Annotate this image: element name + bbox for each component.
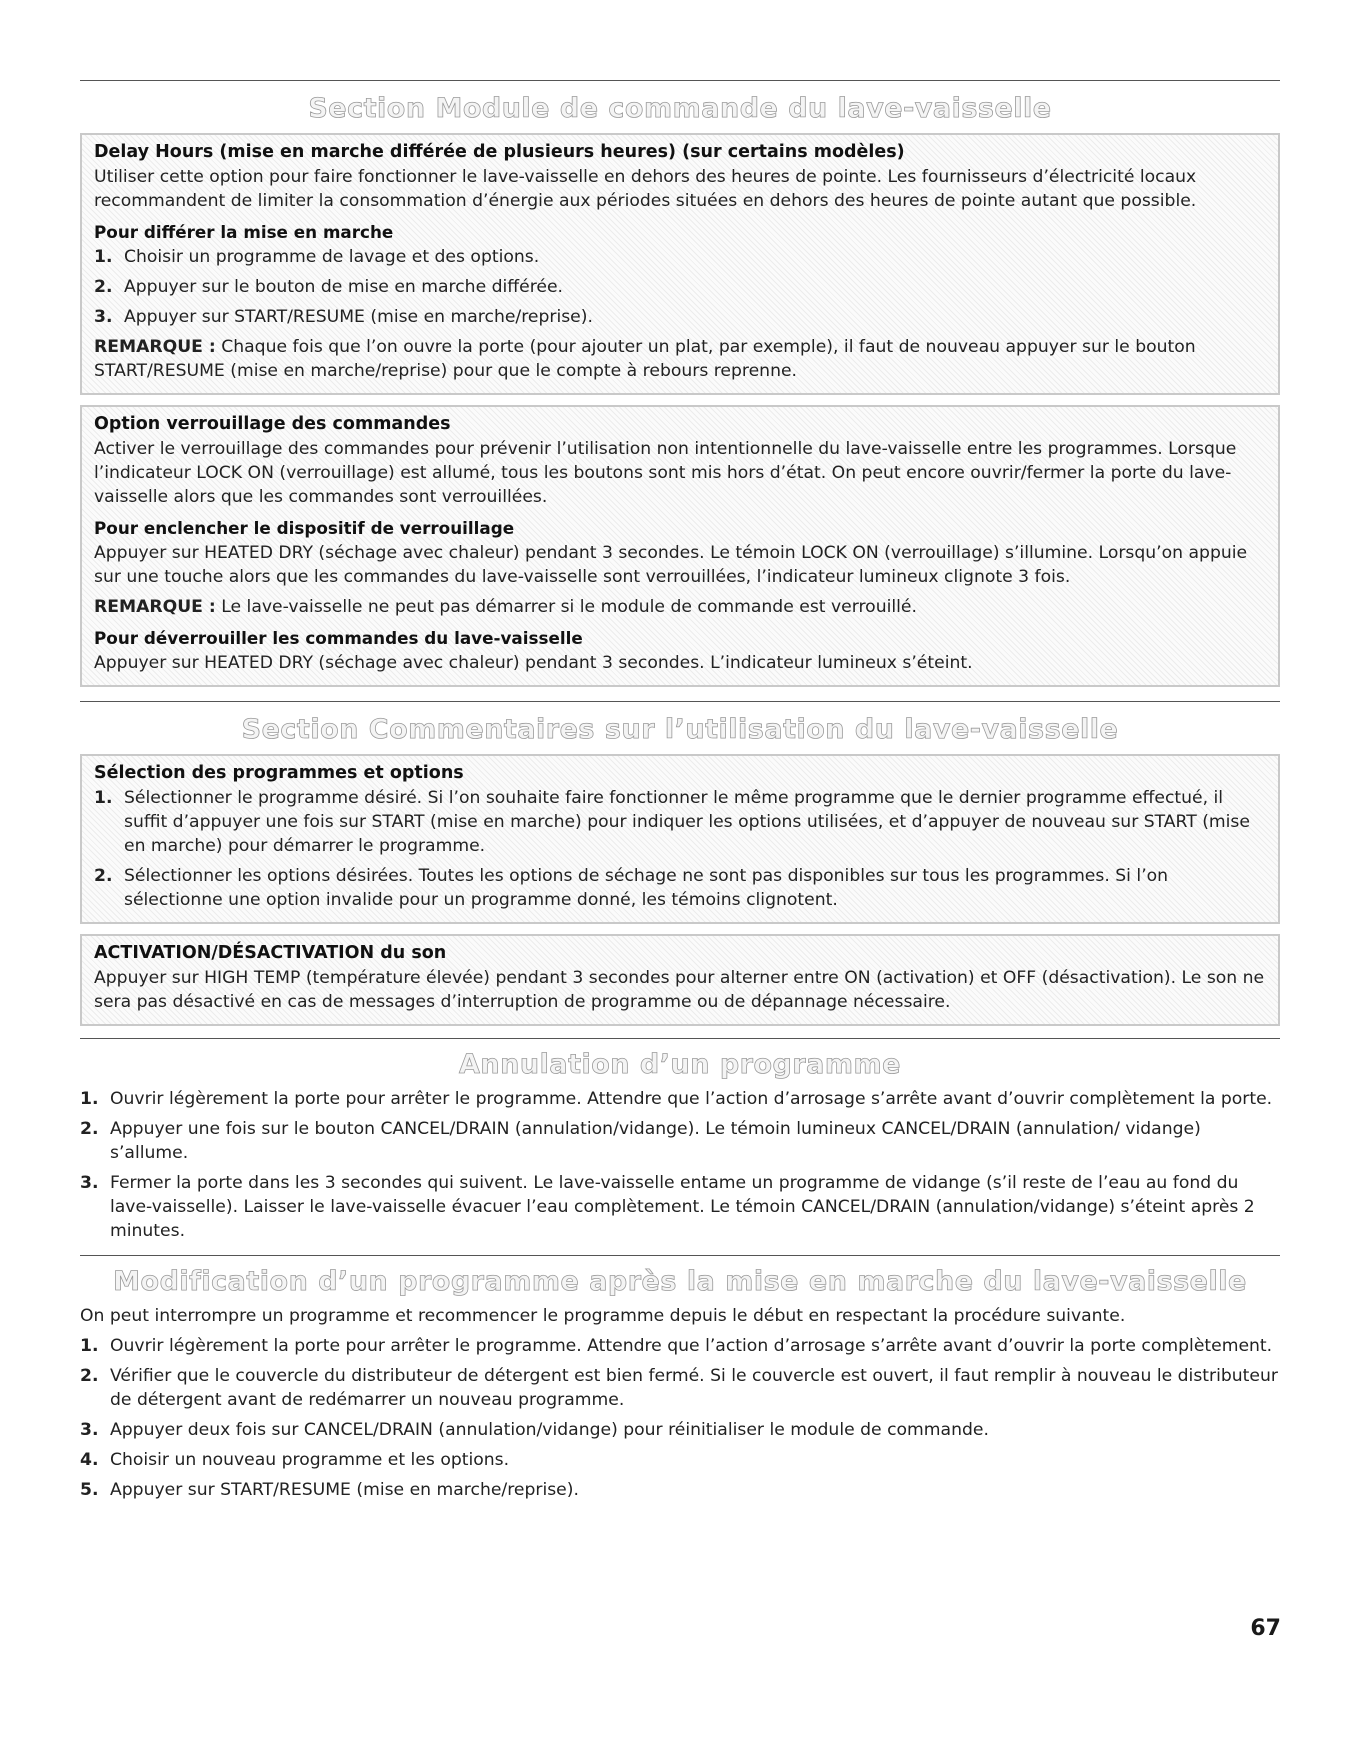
list-item: 1. Ouvrir légèrement la porte pour arrêter le programme. Attendre que l’action d’arrosage s’arrête avant d’ouvrir complètement la porte. [80,1089,1273,1109]
lock-engage-text: Appuyer sur HEATED DRY (séchage avec chaleur) pendant 3 secondes. Le témoin LOCK ON (verrouillage) s’illumine. Lorsqu’on appuie sur une touche alors que les commandes du lave-vaisselle sont verrouillées, l’indicateur lumineux clignote 3 fois. [94,543,1248,587]
section-title-comments: Section Commentaires sur l’utilisation du lave-vaisselle [241,714,1119,745]
sound-box [80,934,1280,1026]
section-title-modify: Modification d’un programme après la mise en marche du lave-vaisselle [113,1266,1247,1297]
program-selection-steps [94,786,1266,912]
modify-steps [80,1334,1280,1502]
note-text: Le lave-vaisselle ne peut pas démarrer si le module de commande est verrouillé. [221,597,917,617]
control-lock-heading: Option verrouillage des commandes [94,414,451,434]
delay-hours-intro: Utiliser cette option pour faire fonctionner le lave-vaisselle en dehors des heures de pointe. Les fournisseurs d’électricité locaux recommandent de limiter la consommation d’énergie aux périodes situées en dehors des heures de pointe autant que possible. [94,167,1197,211]
list-item: 2. Appuyer une fois sur le bouton CANCEL/DRAIN (annulation/vidange). Le témoin lumineux CANCEL/DRAIN (annulation/ vidange) s’allume. [80,1119,1201,1163]
sound-heading: ACTIVATION/DÉSACTIVATION du son [94,943,447,963]
lock-note [94,595,1266,619]
list-item: 5. Appuyer sur START/RESUME (mise en marche/reprise). [80,1480,579,1500]
lock-engage-heading: Pour enclencher le dispositif de verrouillage [94,518,515,538]
list-item: 2. Sélectionner les options désirées. Toutes les options de séchage ne sont pas disponibles sur tous les programmes. Si l’on sélectionne une option invalide pour un programme donné, les témoins clignotent. [94,866,1169,910]
note-label: REMARQUE : [94,597,216,617]
section-title-cancel: Annulation d’un programme [459,1049,901,1080]
sound-text: Appuyer sur HIGH TEMP (température élevée) pendant 3 secondes pour alterner entre ON (activation) et OFF (désactivation). Le son ne sera pas désactivé en cas de messages d’interruption de programme ou de dépannage nécessaire. [94,968,1265,1012]
list-item: 4. Choisir un nouveau programme et les options. [80,1450,510,1470]
delay-sub-heading: Pour différer la mise en marche [94,222,394,242]
list-item: 1. Sélectionner le programme désiré. Si l’on souhaite faire fonctionner le même programme que le dernier programme effectué, il suffit d’appuyer une fois sur START (mise en marche) pour indiquer les options utilisées, et d’appuyer de nouveau sur START (mise en marche) pour démarrer le programme. [94,788,1250,856]
delay-hours-heading: Delay Hours (mise en marche différée de plusieurs heures) (sur certains modèles) [94,142,905,162]
list-item: 1. Choisir un programme de lavage et des options. [94,247,540,267]
list-item: 1. Ouvrir légèrement la porte pour arrêter le programme. Attendre que l’action d’arrosage s’arrête avant d’ouvrir la porte complètement. [80,1336,1273,1356]
list-item: 2. Vérifier que le couvercle du distributeur de détergent est bien fermé. Si le couvercle est ouvert, il faut remplir à nouveau le distributeur de détergent avant de redémarrer un nouveau programme. [80,1366,1278,1410]
list-item: 2. Appuyer sur le bouton de mise en marche différée. [94,277,564,297]
modify-intro: On peut interrompre un programme et recommencer le programme depuis le début en respectant la procédure suivante. [80,1306,1126,1326]
section-title-module: Section Module de commande du lave-vaisselle [308,93,1052,124]
cancel-steps [80,1087,1280,1243]
control-lock-box [80,405,1280,687]
unlock-heading: Pour déverrouiller les commandes du lave-vaisselle [94,628,583,648]
program-selection-heading: Sélection des programmes et options [94,763,464,783]
page [80,0,1280,1508]
list-item: 3. Appuyer deux fois sur CANCEL/DRAIN (annulation/vidange) pour réinitialiser le module de commande. [80,1420,989,1440]
list-item: 3. Appuyer sur START/RESUME (mise en marche/reprise). [94,307,593,327]
unlock-text: Appuyer sur HEATED DRY (séchage avec chaleur) pendant 3 secondes. L’indicateur lumineux s’éteint. [94,653,973,673]
note-label: REMARQUE : [94,337,216,357]
program-selection-box [80,754,1280,924]
delay-steps [94,245,1266,329]
delay-note [94,335,1266,383]
delay-hours-box [80,133,1280,395]
control-lock-intro: Activer le verrouillage des commandes pour prévenir l’utilisation non intentionnelle du lave-vaisselle entre les programmes. Lorsque l’indicateur LOCK ON (verrouillage) est allumé, tous les boutons sont mis hors d’état. On peut encore ouvrir/fermer la porte du lave-vaisselle alors que les commandes sont verrouillées. [94,439,1237,507]
page-number: 67 [1250,1616,1281,1641]
list-item: 3. Fermer la porte dans les 3 secondes qui suivent. Le lave-vaisselle entame un programme de vidange (s’il reste de l’eau au fond du lave-vaisselle). Laisser le lave-vaisselle évacuer l’eau complètement. Le témoin CANCEL/DRAIN (annulation/vidange) s’éteint après 2 minutes. [80,1173,1255,1241]
note-text: Chaque fois que l’on ouvre la porte (pour ajouter un plat, par exemple), il faut de nouveau appuyer sur le bouton START/RESUME (mise en marche/reprise) pour que le compte à rebours reprenne. [94,337,1196,381]
